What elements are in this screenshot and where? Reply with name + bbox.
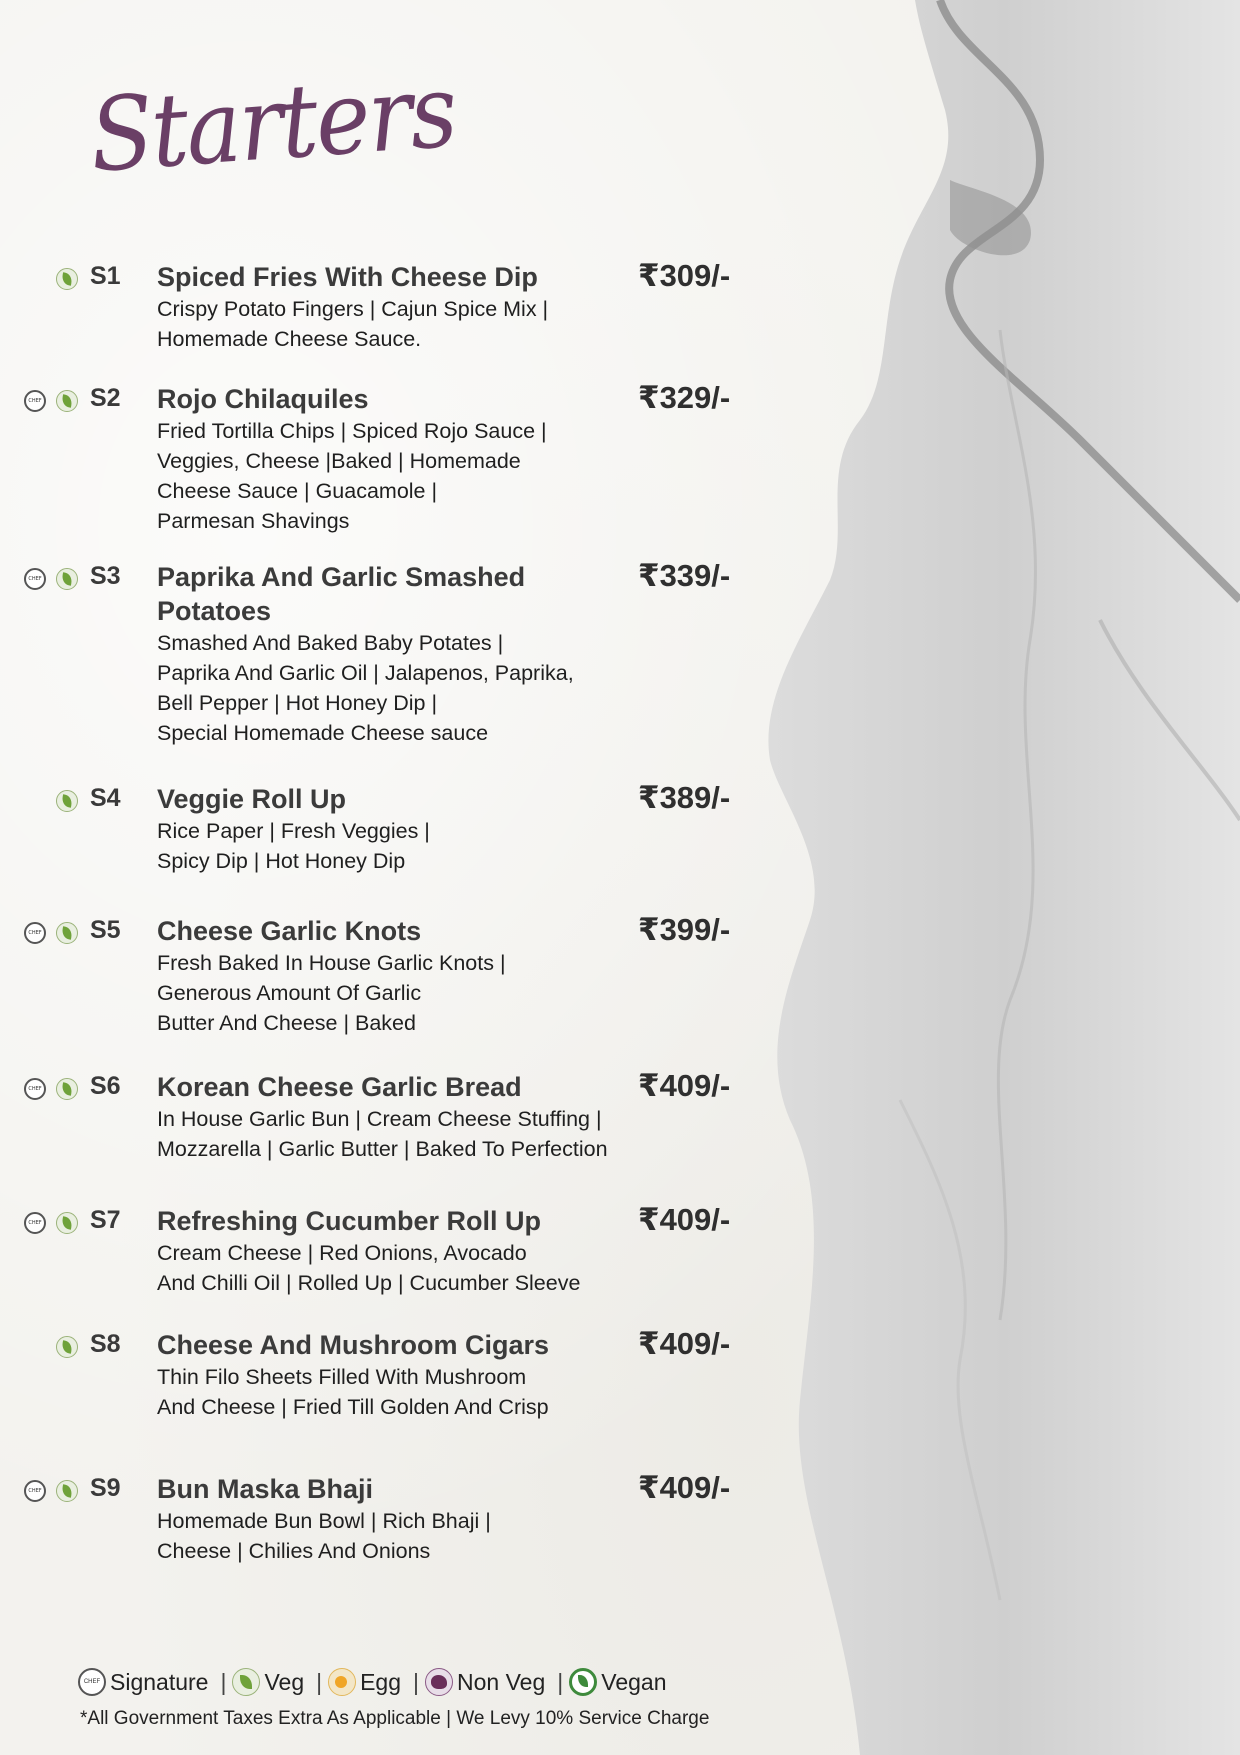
- item-badges: [0, 268, 90, 294]
- item-name: Cheese Garlic Knots: [157, 916, 422, 946]
- legend-non-veg-label: Non Veg: [457, 1668, 546, 1695]
- veg-icon: [232, 1668, 260, 1696]
- legend-veg-label: Veg: [264, 1668, 305, 1695]
- veg-icon: [56, 1078, 78, 1100]
- item-name: Spiced Fries With Cheese Dip: [157, 262, 538, 292]
- veg-icon: [56, 1480, 78, 1502]
- item-price: ₹409/-: [638, 1068, 731, 1103]
- item-description: Thin Filo Sheets Filled With Mushroom And Cheese | Fried Till Golden And Crisp: [157, 1365, 549, 1419]
- item-name: Rojo Chilaquiles: [157, 384, 369, 414]
- item-description: Crispy Potato Fingers | Cajun Spice Mix | Homemade Cheese Sauce.: [157, 297, 549, 351]
- item-name: Veggie Roll Up: [157, 784, 347, 814]
- item-code: S7: [90, 1206, 121, 1234]
- item-price: ₹409/-: [638, 1202, 731, 1237]
- item-code: S9: [90, 1474, 121, 1502]
- legend-egg-label: Egg: [360, 1668, 402, 1695]
- item-price: ₹409/-: [638, 1470, 731, 1505]
- item-description: Fresh Baked In House Garlic Knots | Generous Amount Of Garlic Butter And Cheese | Baked: [157, 951, 506, 1035]
- item-description: Fried Tortilla Chips | Spiced Rojo Sauce | Veggies, Cheese |Baked | Homemade Cheese Sauce | Guacamole | Parmesan Shavings: [157, 419, 547, 533]
- item-description: Rice Paper | Fresh Veggies | Spicy Dip | Hot Honey Dip: [157, 819, 430, 873]
- item-name: Bun Maska Bhaji: [157, 1474, 374, 1504]
- signature-icon: CHEF: [24, 1480, 46, 1502]
- signature-icon: CHEF: [24, 568, 46, 590]
- vegan-icon: [569, 1668, 597, 1696]
- veg-icon: [56, 1212, 78, 1234]
- item-description: Homemade Bun Bowl | Rich Bhaji | Cheese | Chilies And Onions: [157, 1509, 491, 1563]
- item-badges: [0, 568, 90, 594]
- signature-icon: CHEF: [24, 390, 46, 412]
- item-code: S6: [90, 1072, 121, 1100]
- item-code: S4: [90, 784, 121, 812]
- item-badges: [0, 790, 90, 816]
- signature-icon: CHEF: [24, 1078, 46, 1100]
- item-code: S3: [90, 562, 121, 590]
- item-badges: [0, 1480, 90, 1506]
- veg-icon: [56, 1336, 78, 1358]
- page-title: Starters: [86, 52, 460, 195]
- tax-footnote: *All Government Taxes Extra As Applicable | We Levy 10% Service Charge: [80, 1708, 710, 1729]
- item-price: ₹399/-: [638, 912, 731, 947]
- veg-icon: [56, 922, 78, 944]
- legend-signature-label: Signature: [110, 1668, 209, 1695]
- item-badges: [0, 1078, 90, 1104]
- veg-icon: [56, 568, 78, 590]
- veg-icon: [56, 268, 78, 290]
- legend-non-veg: [425, 1668, 545, 1696]
- item-description: Smashed And Baked Baby Potates | Paprika And Garlic Oil | Jalapenos, Paprika, Bell Pepper | Hot Honey Dip | Special Homemade Cheese sauce: [157, 631, 574, 745]
- item-badges: [0, 390, 90, 416]
- signature-icon: CHEF: [24, 1212, 46, 1234]
- veg-icon: [56, 390, 78, 412]
- item-name: Cheese And Mushroom Cigars: [157, 1330, 550, 1360]
- item-description: In House Garlic Bun | Cream Cheese Stuffing | Mozzarella | Garlic Butter | Baked To Perfection: [157, 1107, 608, 1161]
- item-name: Korean Cheese Garlic Bread: [157, 1072, 522, 1102]
- legend-signature: [78, 1668, 208, 1696]
- legend: [78, 1668, 673, 1696]
- item-description: Cream Cheese | Red Onions, Avocado And Chilli Oil | Rolled Up | Cucumber Sleeve: [157, 1241, 581, 1295]
- item-price: ₹409/-: [638, 1326, 731, 1361]
- item-price: ₹339/-: [638, 558, 731, 593]
- item-code: S2: [90, 384, 121, 412]
- item-badges: [0, 1336, 90, 1362]
- legend-separator: |: [316, 1668, 323, 1695]
- legend-separator: |: [557, 1668, 564, 1695]
- item-name: Refreshing Cucumber Roll Up: [157, 1206, 542, 1236]
- egg-icon: [328, 1668, 356, 1696]
- legend-egg: [328, 1668, 401, 1696]
- signature-icon: CHEF: [24, 922, 46, 944]
- item-code: S5: [90, 916, 121, 944]
- item-price: ₹309/-: [638, 258, 731, 293]
- legend-separator: |: [220, 1668, 227, 1695]
- item-badges: [0, 1212, 90, 1238]
- item-code: S1: [90, 262, 121, 290]
- legend-vegan: [569, 1668, 666, 1696]
- signature-icon: CHEF: [78, 1668, 106, 1696]
- item-badges: [0, 922, 90, 948]
- non-veg-icon: [425, 1668, 453, 1696]
- item-name: Paprika And Garlic Smashed Potatoes: [157, 562, 526, 626]
- legend-separator: |: [413, 1668, 420, 1695]
- item-code: S8: [90, 1330, 121, 1358]
- legend-vegan-label: Vegan: [601, 1668, 667, 1695]
- legend-veg: [232, 1668, 304, 1696]
- item-price: ₹329/-: [638, 380, 731, 415]
- item-price: ₹389/-: [638, 780, 731, 815]
- veg-icon: [56, 790, 78, 812]
